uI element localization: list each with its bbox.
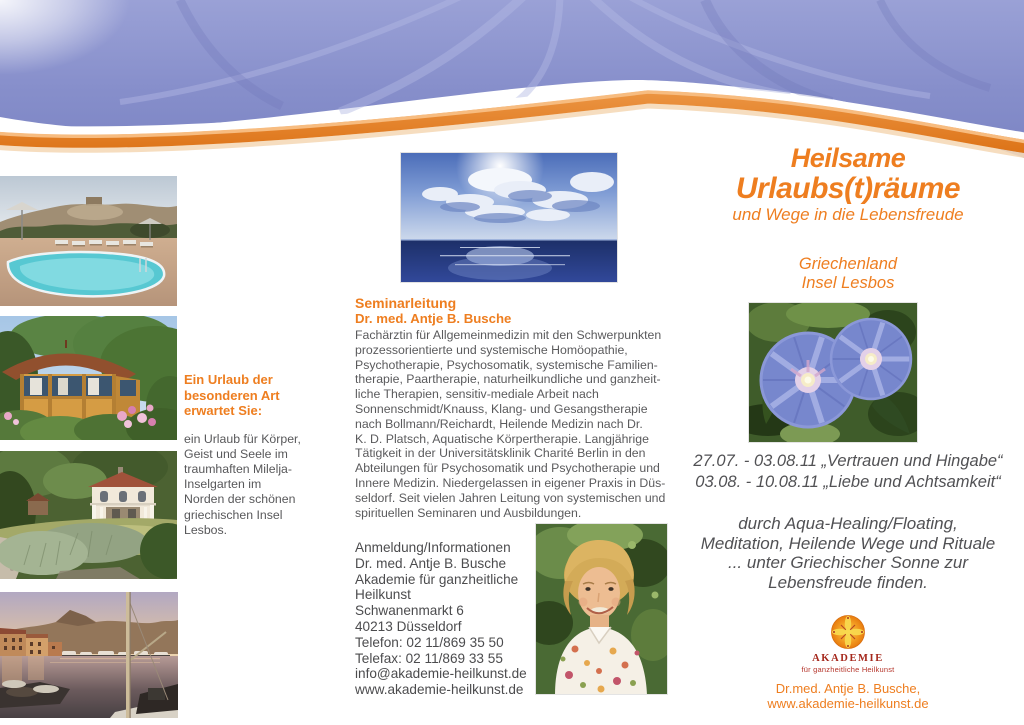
harbor-photo [0, 592, 178, 718]
brochure-subtitle: und Wege in die Lebensfreude [732, 205, 964, 224]
pool-photo [0, 176, 177, 306]
footer-contact-name: Dr.med. Antje B. Busche, [775, 681, 921, 696]
retreat-description: durch Aqua-Healing/Floating, Meditation, Heilende Wege und Rituale ... unter Griechischer Sonne zur Lebensfreude finden. [700, 514, 996, 592]
title-block [683, 143, 1013, 293]
intro-block [184, 372, 336, 538]
sea-photo [400, 152, 618, 283]
seminar-heading: Seminarleitung [355, 295, 457, 311]
footer-block [683, 613, 1013, 711]
logo-tagline: für ganzheitliche Heilkunst [801, 665, 895, 674]
seminar-bio: Fachärztin für Allgemeinmedizin mit den Schwerpunkten prozessorientierte und systemische Homöopathie, Psychotherapie, Psychosomatik, systemische Familien- therapie, Paartherapie, naturheilkundliche und ganzheit- liche Therapien, sensitiv-mediale Arbeit nach Sonnenschmidt/Knauss, Klang- und Gesangstherapie nach Bollmann/Reichardt, Heilende Medizin nach Dr. K. D. Platsch, Aquatische Körpertherapie. Langjährige Tätigkeit in der Universitätsklinik Charité Berlin in den Abteilungen für Psychosomatik und Psychotherapie und Innere Medizin. Niedergelassen in eigener Praxis in Düs- seldorf. Seit vielen Jahren Leitung von systemischen und spirituellen Seminaren und Ausbildungen. [355, 328, 666, 520]
morning-glory-photo [748, 302, 918, 443]
email-link[interactable]: info@akademie-heilkunst.de [355, 666, 527, 682]
seminar-leader-name: Dr. med. Antje B. Busche [355, 311, 512, 326]
contact-address: Dr. med. Antje B. Busche Akademie für ganzheitliche Heilkunst Schwanenmarkt 6 40213 Düsseldorf Telefon: 02 11/869 35 50 Telefax: 02 11/869 33 55 [355, 555, 519, 666]
contact-heading: Anmeldung/Informationen [355, 540, 511, 555]
villa-photo [0, 451, 177, 579]
contact-block [355, 540, 527, 698]
header-flower-banner-image [0, 0, 1024, 165]
seminar-dates: 27.07. - 03.08.11 „Vertrauen und Hingabe“ 03.08. - 10.08.11 „Liebe und Achtsamkeit“ [693, 452, 1003, 491]
footer-website-link[interactable]: www.akademie-heilkunst.de [767, 695, 929, 711]
intro-text: ein Urlaub für Körper, Geist und Seele im traumhaften Milelja- Inselgarten im Norden der schönen griechischen Insel Lesbos. [184, 431, 301, 537]
brochure-title-line2: Urlaubs(t)räume [735, 172, 961, 205]
website-link[interactable]: www.akademie-heilkunst.de [355, 682, 524, 698]
gazebo-photo [0, 316, 177, 440]
location-text: Griechenland Insel Lesbos [798, 255, 898, 292]
brochure-title-line1: Heilsame [790, 143, 906, 173]
logo-title: AKADEMIE [812, 653, 884, 664]
intro-heading: Ein Urlaub der besonderen Art erwartet Sie: [184, 372, 280, 418]
seminar-block [355, 295, 695, 520]
portrait-photo [535, 523, 668, 695]
akademie-logo-icon [829, 613, 867, 651]
